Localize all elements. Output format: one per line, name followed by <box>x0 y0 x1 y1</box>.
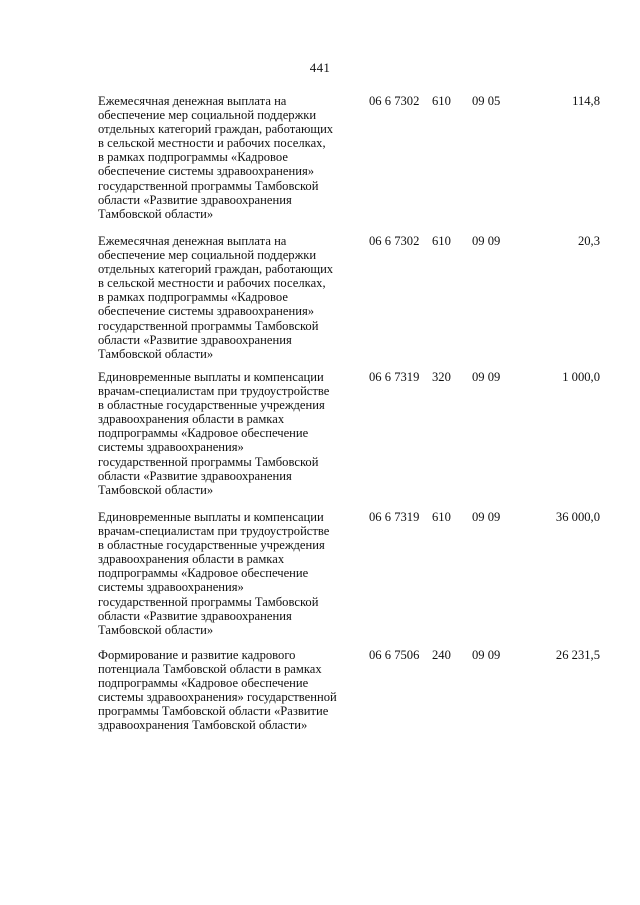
row-section-code: 09 09 <box>472 510 501 524</box>
row-section-code: 09 09 <box>472 370 501 384</box>
row-vr-code: 320 <box>432 370 451 384</box>
row-vr-code: 610 <box>432 510 451 524</box>
row-csr-code: 06 6 7506 <box>369 648 420 662</box>
row-amount: 1 000,0 <box>562 370 600 384</box>
row-description: Единовременные выплаты и компенсации врачам-специалистам при трудоустройстве в областные государственные учреждения здравоохранения области в рамках подпрограммы «Кадровое обеспечение системы здравоохранения» государственной программы Тамбовской области «Развитие здравоохранения Тамбовской области» <box>98 510 330 637</box>
table-row <box>0 510 640 648</box>
row-description: Ежемесячная денежная выплата на обеспечение мер социальной поддержки отдельных категорий граждан, работающих в сельской местности и рабочих поселках, в рамках подпрограммы «Кадровое обеспечение системы здравоохранения» государственной программы Тамбовской области «Развитие здравоохранения Тамбовской области» <box>98 94 334 221</box>
row-amount: 20,3 <box>577 234 600 248</box>
row-vr-code: 240 <box>432 648 451 662</box>
row-csr-code: 06 6 7319 <box>369 510 420 524</box>
row-vr-code: 610 <box>432 94 451 108</box>
row-section-code: 09 09 <box>472 234 501 248</box>
table-row <box>0 370 640 510</box>
row-section-code: 09 05 <box>472 94 501 108</box>
row-section-code: 09 09 <box>472 648 501 662</box>
budget-table <box>0 94 640 748</box>
row-description: Ежемесячная денежная выплата на обеспечение мер социальной поддержки отдельных категорий граждан, работающих в сельской местности и рабочих поселках, в рамках подпрограммы «Кадровое обеспечение системы здравоохранения» государственной программы Тамбовской области «Развитие здравоохранения Тамбовской области» <box>98 234 334 361</box>
row-description: Единовременные выплаты и компенсации врачам-специалистам при трудоустройстве в областные государственные учреждения здравоохранения области в рамках подпрограммы «Кадровое обеспечение системы здравоохранения» государственной программы Тамбовской области «Развитие здравоохранения Тамбовской области» <box>98 370 330 497</box>
row-amount: 26 231,5 <box>555 648 600 662</box>
page-number: 441 <box>309 60 331 75</box>
row-amount: 36 000,0 <box>555 510 600 524</box>
table-row <box>0 648 640 748</box>
row-csr-code: 06 6 7302 <box>369 94 420 108</box>
row-description: Формирование и развитие кадрового потенциала Тамбовской области в рамках подпрограммы «Кадровое обеспечение системы здравоохранения» государственной программы Тамбовской области «Развитие здравоохранения Тамбовской области» <box>98 648 337 733</box>
row-csr-code: 06 6 7302 <box>369 234 420 248</box>
table-row <box>0 234 640 370</box>
table-row <box>0 94 640 234</box>
row-vr-code: 610 <box>432 234 451 248</box>
row-csr-code: 06 6 7319 <box>369 370 420 384</box>
row-amount: 114,8 <box>572 94 600 108</box>
